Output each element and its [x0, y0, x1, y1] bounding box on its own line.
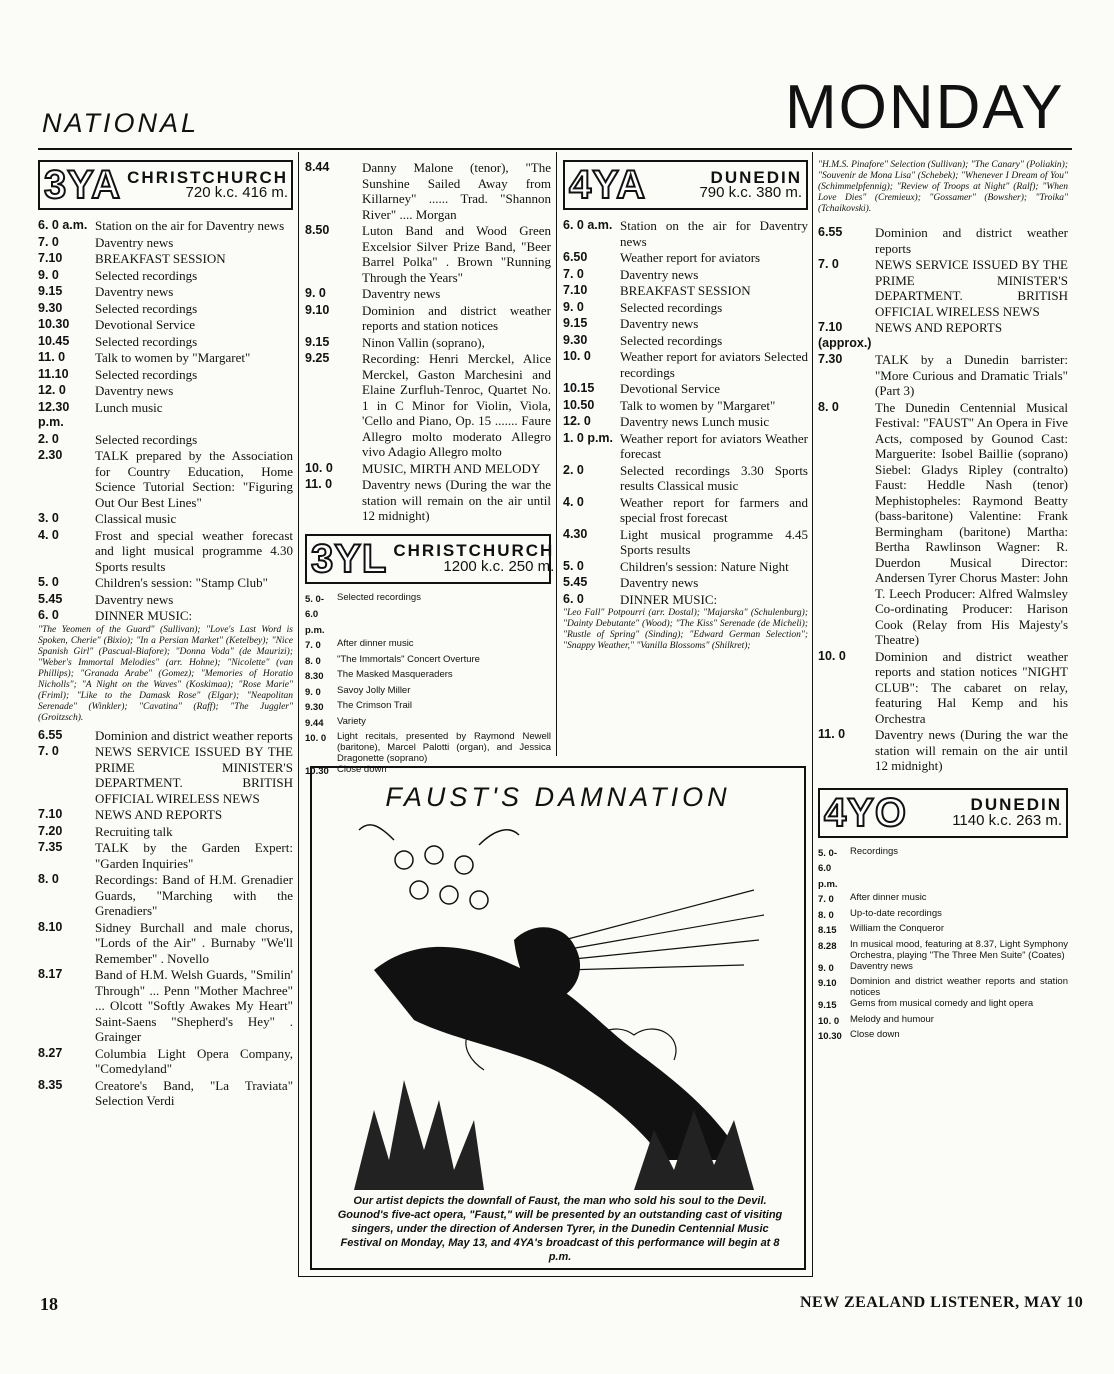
programme-description: Daventry news [95, 383, 174, 398]
programme-time: 10.15 [563, 381, 595, 395]
programme-description: In musical mood, featuring at 8.37, Light Symphony Orchestra, playing "The Three Men Suite" (Coates) [850, 938, 1068, 961]
feature-caption: Our artist depicts the downfall of Faust, the man who sold his soul to the Devil. Gounod's five-act opera, "Faust," will be presented by an outstanding cast of visiting singers, under the direction of Andersen Tyrer, in the Dunedin Centennial Music Festival on Monday, May 13, and 4YA's broadcast of this performance will begin at 8 p.m. [337, 1195, 783, 1263]
programme-entry [38, 301, 293, 317]
programme-description: BREAKFAST SESSION [620, 283, 751, 298]
programme-entry [305, 223, 551, 285]
column-divider [298, 152, 299, 1276]
programme-entry [38, 872, 293, 919]
programme-entry [563, 527, 808, 558]
programme-description: William the Conqueror [850, 923, 944, 934]
programme-entry [38, 383, 293, 399]
programme-list-4yo [818, 846, 1068, 1045]
programme-description: Dominion and district weather reports and station notices [850, 976, 1068, 998]
programme-time: 7. 0 [563, 266, 584, 281]
programme-time: 3. 0 [38, 511, 59, 525]
programme-description: DINNER MUSIC: [620, 591, 718, 607]
programme-time: 7.10 [38, 251, 63, 265]
dinner-music-continued: "H.M.S. Pinafore" Selection (Sullivan); "The Canary" (Poliakin); "Souvenir de Mona Lisa" (Schebek); "Whenever I Dream of You" (Schimmelpfennig); "Review of Troops at Night" (Ralf); "When Love Dies" (Cremieux); "Gossamer" (Bowsher); "Troika" (Tchaikovski). [818, 160, 1068, 214]
header-rule [38, 148, 1072, 150]
programme-time: 5. 0-6.0 p.m. [305, 593, 325, 636]
programme-description: Daventry news [362, 286, 441, 301]
station-city: DUNEDIN [710, 167, 802, 187]
programme-description: Columbia Light Opera Company, "Comedyland" [95, 1045, 293, 1076]
programme-description: The Dunedin Centennial Musical Festival: "FAUST" An Opera in Five Acts, composed by Gounod Cast: Marguerite: Isobel Baillie (soprano) Siebel: Gladys Ripley (contralto) Faust: Heddle Nash (tenor) Mephistopheles: Raymond Beatty (bass-baritone) Valentine: Frank Bermingham (baritone) Martha: Bertha Rawlinson Wagner: R. Duerdon Musical Director: Andersen Tyrer Chorus Master: John T. Leech Producer: Alfred Walmsley Co-ordinating Producer: Harison Cook (Relay from His Majesty's Theatre) [875, 399, 1068, 647]
programme-time: 9.15 [563, 316, 588, 330]
programme-entry [38, 744, 293, 806]
programme-time: 8.27 [38, 1045, 63, 1060]
column-divider [556, 152, 557, 756]
programme-time: 9.44 [305, 717, 324, 729]
programme-description: Daventry news [95, 234, 174, 250]
dinner-music-list: "The Yeomen of the Guard" (Sullivan); "Love's Last Word is Spoken, Cherie" (Bixio); "In a Persian Market" (Ketelbey); "Nice Spanish Girl" (Pascual-Biafore); "Donna Voda" (de Maurizi); "Weber's Immortal Melodies" (arr. Hohne); "Nicolette" (van Phillips); "Granada Arabe" (Gomez); "Memories of Horatio Nicholls"; "A Night on the Waves" (Koskimaa); "Rose Marie" (Friml); "Like to the Damask Rose" (Elgar); "Neapolitan Serenade" (Winkler); "Cavatina" (Raff); "The Juggler" (Groitzsch). [38, 624, 293, 723]
programme-entry [38, 400, 293, 431]
programme-entry [818, 923, 1068, 939]
programme-time: 7. 0 [305, 640, 321, 651]
programme-entry [305, 461, 551, 477]
publication-line: NEW ZEALAND LISTENER, MAY 10 [800, 1294, 1084, 1311]
programme-time: 8.44 [305, 160, 330, 174]
programme-entry [38, 575, 293, 591]
programme-description: Daventry news [620, 266, 699, 282]
programme-time: 8.15 [818, 925, 837, 936]
programme-time: 5. 0 [38, 575, 59, 589]
programme-entry [563, 431, 808, 462]
evening-programme-list [38, 728, 293, 1109]
programme-description: Selected recordings [620, 332, 723, 348]
station-call: 4YO [824, 790, 908, 835]
programme-list [38, 218, 293, 624]
feature-illustration-box [310, 766, 806, 1270]
programme-entry [38, 334, 293, 350]
programme-time: 9.30 [38, 300, 63, 315]
station-frequency: 1140 k.c. 263 m. [952, 811, 1062, 829]
station-city: CHRISTCHURCH [127, 167, 289, 187]
programme-entry [818, 1029, 1068, 1045]
programme-description: After dinner music [337, 638, 414, 649]
programme-time: 9.15 [38, 284, 63, 298]
programme-entry [38, 432, 293, 448]
programme-description: Close down [850, 1029, 900, 1040]
programme-description: Talk to women by "Margaret" [620, 397, 776, 413]
programme-list [818, 225, 1068, 774]
programme-description: Light musical programme 4.45 Sports results [620, 526, 808, 557]
programme-entry [38, 920, 293, 967]
programme-time: 11. 0 [818, 727, 846, 741]
programme-time: 10. 0 [818, 648, 846, 663]
programme-time: 7.10 [563, 283, 588, 297]
programme-time: 7.30 [818, 352, 843, 366]
programme-entry [38, 367, 293, 383]
programme-description: Daventry news [850, 960, 913, 972]
programme-time: 10. 0 [818, 1015, 840, 1027]
programme-time: 8. 0 [305, 655, 321, 667]
programme-description: Selected recordings [95, 300, 198, 316]
programme-entry [38, 251, 293, 267]
programme-description: Band of H.M. Welsh Guards, "Smilin' Through" ... Penn "Mother Machree" ... Olcott "Softly Awakes My Heart" Saint-Saens "Shepherd's Hey" . Grainger [95, 967, 293, 1044]
programme-entry [563, 349, 808, 380]
programme-description: BREAKFAST SESSION [95, 251, 226, 266]
programme-description: Frost and special weather forecast and light musical programme 4.30 Sports results [95, 527, 293, 574]
programme-entry [38, 807, 293, 823]
programme-time: 8.10 [38, 919, 63, 934]
programme-time: 5. 0-6.0 p.m. [818, 847, 838, 890]
programme-time: 8.35 [38, 1077, 63, 1092]
programme-description: Dominion and district weather reports [95, 727, 293, 743]
programme-time: 7.10 [38, 807, 63, 821]
programme-entry [38, 840, 293, 871]
programme-description: Weather report for aviators Selected recordings [620, 349, 808, 380]
programme-entry [305, 731, 551, 764]
programme-description: Devotional Service [95, 317, 195, 332]
programme-time: 12.30 p.m. [38, 399, 70, 429]
programme-entry [38, 967, 293, 1045]
programme-entry [818, 998, 1068, 1014]
programme-description: Selected recordings [337, 591, 421, 603]
programme-time: 4.30 [563, 526, 588, 541]
programme-description: NEWS AND REPORTS [95, 807, 223, 822]
programme-entry [305, 335, 551, 351]
programme-entry [305, 351, 551, 460]
programme-description: Melody and humour [850, 1013, 934, 1025]
programme-description: Daventry news [620, 575, 699, 590]
programme-time: 9. 0 [818, 962, 834, 974]
station-call: 3YA [44, 163, 122, 207]
programme-description: Talk to women by "Margaret" [95, 350, 251, 365]
programme-time: 6. 0 [563, 591, 584, 606]
station-city: DUNEDIN [970, 795, 1062, 814]
programme-description: Daventry news Lunch music [620, 414, 770, 429]
programme-description: Children's session: Nature Night [620, 558, 789, 574]
programme-description: Daventry news [95, 284, 174, 299]
footer-rule [298, 1276, 813, 1277]
programme-description: Daventry news (During the war the station will remain on the air until 12 midnight) [362, 477, 551, 523]
programme-entry [305, 654, 551, 670]
programme-time: 9.15 [818, 1000, 837, 1011]
programme-time: 2.30 [38, 448, 63, 462]
column-4ya-continued [818, 160, 1068, 1045]
programme-description: Ninon Vallin (soprano), [362, 334, 485, 350]
angels-sketch [359, 825, 519, 909]
programme-description: Selected recordings [620, 299, 723, 315]
programme-entry [305, 592, 551, 639]
programme-entry [305, 700, 551, 716]
programme-description: Creatore's Band, "La Traviata" Selection Verdi [95, 1077, 293, 1108]
station-call: 3YL [311, 536, 388, 581]
programme-entry [38, 235, 293, 251]
programme-description: Weather report for farmers and special frost forecast [620, 494, 808, 525]
programme-time: 7.35 [38, 840, 63, 854]
programme-description: NEWS SERVICE ISSUED BY THE PRIME MINISTER'S DEPARTMENT. BRITISH OFFICIAL WIRELESS NEWS [875, 257, 1068, 319]
programme-time: 9.15 [305, 334, 330, 349]
programme-entry [38, 218, 293, 234]
programme-time: 9. 0 [563, 299, 584, 314]
programme-time: 9.30 [305, 702, 324, 713]
station-frequency: 790 k.c. 380 m. [699, 184, 802, 201]
programme-description: Dominion and district weather reports and station notices "NIGHT CLUB": The cabaret on relay, featuring Hal Kemp and his Orchestra [875, 648, 1068, 726]
programme-entry [563, 398, 808, 414]
programme-time: 9.30 [563, 332, 588, 347]
faust-illustration [334, 820, 784, 1190]
station-frequency: 1200 k.c. 250 m. [443, 557, 555, 575]
programme-description: The Masked Masqueraders [337, 669, 453, 680]
programme-list [305, 160, 551, 524]
programme-description: "The Immortals" Concert Overture [337, 653, 480, 665]
programme-description: Daventry news [95, 591, 174, 607]
programme-entry [305, 638, 551, 654]
station-box-3ya [38, 160, 293, 210]
programme-description: Daventry news [620, 316, 699, 331]
programme-entry [563, 267, 808, 283]
light-rays [564, 890, 764, 970]
programme-time: 4. 0 [38, 527, 59, 542]
programme-entry [563, 283, 808, 299]
programme-entry [38, 528, 293, 575]
programme-entry [305, 685, 551, 701]
programme-description: DINNER MUSIC: [95, 608, 193, 623]
programme-time: 9.10 [305, 302, 330, 317]
station-city: CHRISTCHURCH [393, 541, 555, 560]
programme-entry [305, 160, 551, 222]
programme-time: 7. 0 [818, 257, 839, 271]
programme-time: 10.30 [818, 1031, 842, 1042]
programme-description: Close down [337, 764, 387, 775]
programme-entry [38, 1078, 293, 1109]
programme-description: Selected recordings 3.30 Sports results Classical music [620, 462, 808, 493]
programme-time: 5.45 [563, 575, 588, 589]
station-box-4ya [563, 160, 808, 210]
programme-entry [818, 400, 1068, 648]
programme-entry [38, 608, 293, 624]
programme-entry [38, 824, 293, 840]
programme-description: TALK by a Dunedin barrister: "More Curious and Dramatic Trials" (Part 3) [875, 352, 1068, 398]
programme-entry [38, 350, 293, 366]
programme-time: 11. 0 [305, 477, 333, 491]
programme-time: 8. 0 [38, 872, 59, 886]
programme-entry [305, 303, 551, 334]
programme-entry [38, 317, 293, 333]
programme-time: 4. 0 [563, 494, 584, 509]
programme-description: TALK prepared by the Association for Country Education, Home Science Tutorial Section: "Figuring Out Our Best Lines" [95, 448, 293, 510]
programme-time: 12. 0 [563, 414, 591, 428]
programme-entry [563, 218, 808, 249]
programme-description: Devotional Service [620, 381, 720, 396]
programme-description: NEWS AND REPORTS [875, 320, 1003, 335]
programme-time: 9. 0 [38, 267, 59, 282]
column-4ya [563, 160, 808, 656]
programme-entry [818, 976, 1068, 998]
programme-entry [563, 316, 808, 332]
programme-entry [38, 448, 293, 510]
programme-entry [563, 575, 808, 591]
programme-time: 7. 0 [38, 234, 59, 249]
programme-description: Variety [337, 715, 366, 727]
programme-time: 9.25 [305, 351, 330, 365]
programme-list-3yl [305, 592, 551, 780]
programme-description: Selected recordings [95, 431, 198, 447]
programme-entry [563, 414, 808, 430]
programme-description: Luton Band and Wood Green Excelsior Silver Prize Band, "Beer Barrel Polka" . Brown "Running Through the Years" [362, 223, 551, 285]
programme-description: Recording: Henri Merckel, Alice Merckel, Gaston Marchesini and Elaine Zurfluh-Tenroc, Quartet No. 1 in C Minor for Violin, Viola, 'Cello and Piano, Op. 15 ....... Faure Allegro molto moderato Allegro vivo Adagio Allegro molto [362, 351, 551, 459]
programme-description: Selected recordings [95, 333, 198, 349]
programme-description: TALK by the Garden Expert: "Garden Inquiries" [95, 840, 293, 871]
programme-time: 8.28 [818, 940, 837, 952]
programme-time: 11. 0 [38, 350, 66, 364]
column-3ya-continued [305, 160, 555, 780]
programme-time: 10.30 [38, 317, 70, 331]
programme-time: 10. 0 [305, 460, 333, 475]
programme-entry [818, 649, 1068, 727]
programme-description: Recordings: Band of H.M. Grenadier Guards, "Marching with the Grenadiers" [95, 872, 293, 918]
programme-time: 5.45 [38, 591, 63, 606]
programme-entry [563, 495, 808, 526]
programme-entry [305, 286, 551, 302]
programme-description: Savoy Jolly Miller [337, 684, 411, 696]
programme-entry [818, 939, 1068, 961]
programme-description: Dominion and district weather reports [875, 225, 1068, 256]
programme-entry [563, 381, 808, 397]
programme-description: Selected recordings [95, 366, 198, 382]
programme-entry [38, 268, 293, 284]
programme-time: 7. 0 [818, 894, 834, 905]
devil-cloak-shape [374, 927, 744, 1160]
programme-time: 9. 0 [305, 686, 321, 698]
programme-time: 2. 0 [563, 462, 584, 477]
programme-time: 8.17 [38, 967, 63, 981]
programme-time: 10. 0 [305, 733, 327, 744]
programme-time: 6.50 [563, 250, 588, 264]
programme-entry [818, 727, 1068, 774]
programme-entry [38, 728, 293, 744]
programme-description: Children's session: "Stamp Club" [95, 575, 268, 590]
programme-time: 8.30 [305, 671, 324, 682]
programme-time: 1. 0 p.m. [563, 430, 614, 445]
programme-entry [563, 300, 808, 316]
programme-time: 8. 0 [818, 909, 834, 921]
programme-description: Selected recordings [95, 267, 198, 283]
programme-entry [305, 477, 551, 524]
programme-time: 10.50 [563, 397, 595, 412]
programme-description: Danny Malone (tenor), "The Sunshine Sailed Away from Killarney" ...... Trad. "Shannon River" .... Morgan [362, 160, 551, 222]
programme-entry [818, 257, 1068, 319]
programme-entry [563, 333, 808, 349]
programme-description: Gems from musical comedy and light opera [850, 998, 1034, 1009]
programme-entry [563, 463, 808, 494]
programme-description: Light recitals, presented by Raymond Newell (baritone), Marcel Palotti (organ), and Jessica Dragonette (soprano) [337, 731, 551, 764]
page-number: 18 [40, 1294, 58, 1314]
programme-time: 6.55 [38, 727, 63, 742]
programme-entry [305, 716, 551, 732]
column-3ya [38, 160, 293, 1110]
programme-time: 8.50 [305, 223, 330, 237]
programme-time: 2. 0 [38, 431, 59, 446]
programme-description: Sidney Burchall and male chorus, "Lords of the Air" . Burnaby "We'll Remember" . Novello [95, 919, 293, 966]
section-label: NATIONAL [42, 108, 200, 138]
programme-entry [818, 908, 1068, 924]
programme-entry [563, 592, 808, 608]
programme-time: 7.10 (approx.) [818, 320, 872, 350]
programme-time: 6.55 [818, 225, 843, 239]
programme-description: NEWS SERVICE ISSUED BY THE PRIME MINISTER'S DEPARTMENT. BRITISH OFFICIAL WIRELESS NEWS [95, 744, 293, 806]
station-box-4yo [818, 788, 1068, 838]
dinner-music-list: "Leo Fall" Potpourri (arr. Dostal); "Majarska" (Schulenburg); "Dainty Debutante" (Wood); "The Kiss" Serenade (de Micheli); "Rustle of Spring" (Sinding); "Edward German Selection"; "Snappy Weather," "Vanilla Blossoms" (Shilkret); [563, 608, 808, 651]
programme-time: 10.30 [305, 766, 329, 777]
programme-description: Classical music [95, 511, 177, 526]
programme-description: Recordings [850, 845, 899, 857]
programme-description: Recruiting talk [95, 823, 173, 839]
programme-description: Up-to-date recordings [850, 907, 942, 919]
programme-entry [38, 511, 293, 527]
programme-time: 6. 0 a.m. [563, 218, 613, 232]
programme-entry [563, 559, 808, 575]
flames-shape [354, 1080, 754, 1190]
programme-time: 5. 0 [563, 558, 584, 573]
programme-description: MUSIC, MIRTH AND MELODY [362, 460, 541, 476]
programme-entry [818, 352, 1068, 399]
station-frequency: 720 k.c. 416 m. [185, 184, 289, 201]
day-title: MONDAY [785, 73, 1065, 142]
programme-entry [38, 284, 293, 300]
programme-entry [563, 250, 808, 266]
programme-description: Station on the air for Daventry news [95, 218, 285, 233]
programme-description: Dominion and district weather reports and station notices [362, 302, 551, 333]
programme-entry [38, 592, 293, 608]
station-call: 4YA [569, 163, 647, 207]
programme-description: Lunch music [95, 399, 163, 415]
station-box-3yl [305, 534, 555, 584]
programme-description: The Crimson Trail [337, 700, 412, 711]
programme-description: After dinner music [850, 892, 927, 903]
programme-time: 7. 0 [38, 744, 59, 758]
programme-time: 11.10 [38, 366, 69, 381]
programme-time: 6. 0 [38, 608, 59, 622]
programme-time: 9.10 [818, 978, 837, 989]
programme-description: Station on the air for Daventry news [620, 218, 808, 249]
programme-time: 8. 0 [818, 399, 839, 414]
programme-entry [38, 1046, 293, 1077]
programme-time: 12. 0 [38, 383, 66, 397]
programme-description: Weather report for aviators Weather forecast [620, 430, 808, 461]
programme-entry [818, 846, 1068, 893]
programme-time: 9. 0 [305, 286, 326, 300]
programme-time: 10. 0 [563, 349, 591, 363]
programme-entry [818, 225, 1068, 256]
programme-description: Weather report for aviators [620, 250, 761, 265]
column-divider [812, 152, 813, 1276]
programme-list [563, 218, 808, 607]
feature-title: FAUST'S DAMNATION [385, 782, 731, 812]
programme-entry [305, 669, 551, 685]
programme-entry [818, 961, 1068, 977]
programme-entry [818, 1014, 1068, 1030]
programme-time: 7.20 [38, 823, 63, 838]
programme-entry [818, 892, 1068, 908]
programme-time: 6. 0 a.m. [38, 218, 88, 232]
programme-time: 10.45 [38, 333, 70, 348]
programme-description: Daventry news (During the war the station will remain on the air until 12 midnight) [875, 727, 1068, 773]
programme-entry [818, 320, 1068, 351]
